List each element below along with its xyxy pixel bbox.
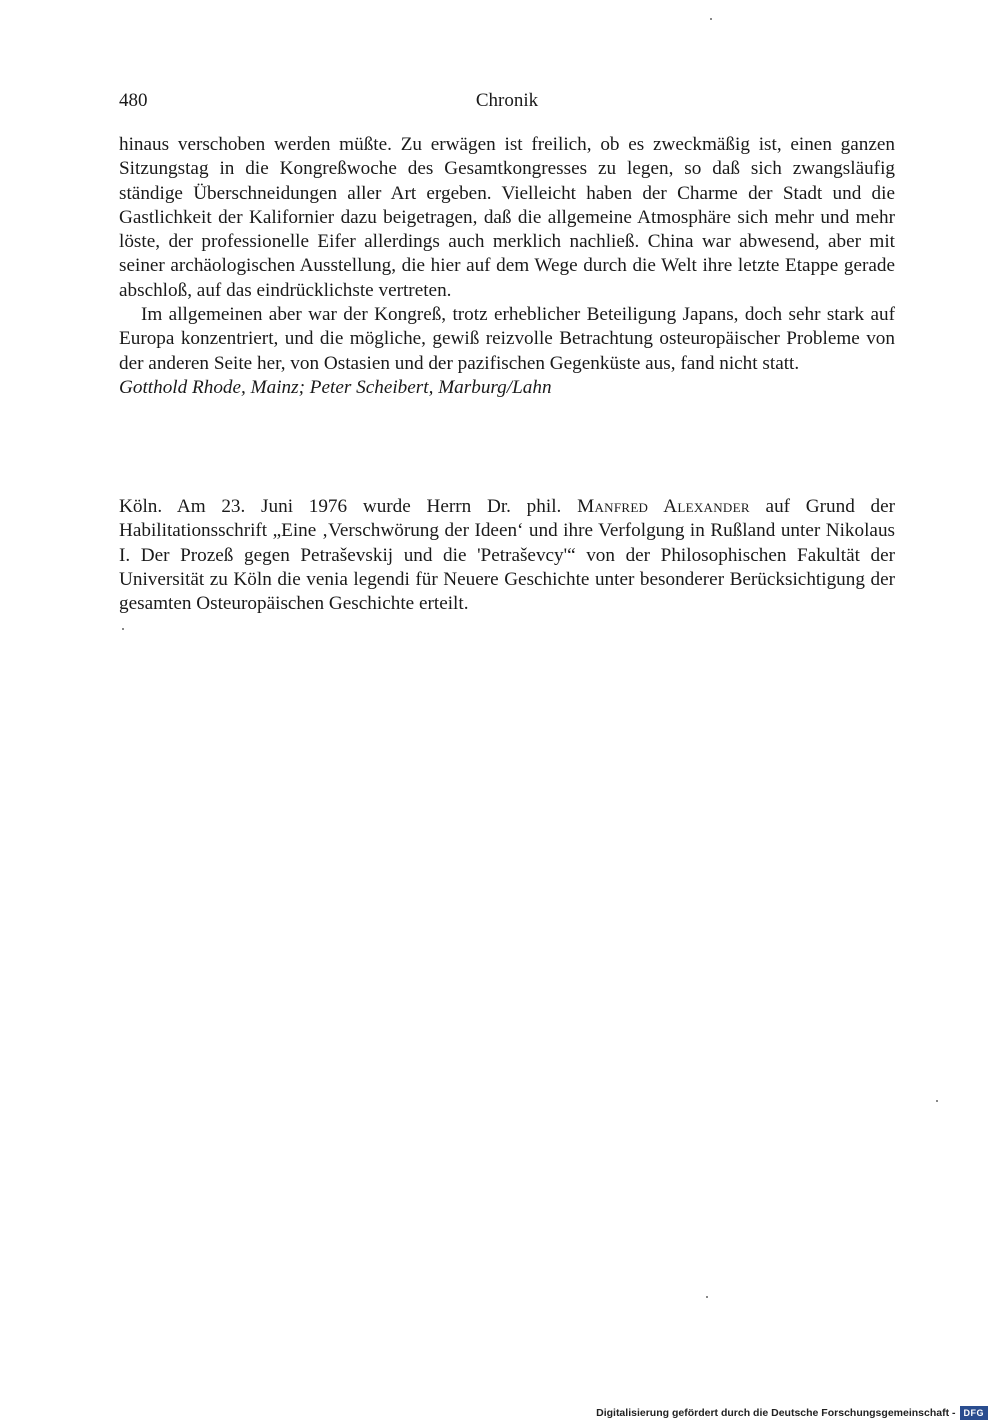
scan-speck — [710, 18, 712, 20]
notice-person-name: Manfred Alexander — [577, 496, 750, 517]
article-paragraph-1: hinaus verschoben werden müßte. Zu erwägen ist freilich, ob es zweckmäßig ist, einen ganzen Sitzungstag in die Kongreßwoche des Gesamtkongresses zu legen, so daß sich zwangsläufig ständige Überschneidungen aller Art ergeben. Vielleicht haben der Charme der Stadt und die Gastlichkeit der Kalifornier dazu beigetragen, daß die allgemeine Atmosphäre sich mehr und mehr löste, der professionelle Eifer allerdings auch merklich nachließ. China war abwesend, aber mit seiner archäologischen Ausstellung, die hier auf dem Wege durch die Welt ihre letzte Etappe gerade abschloß, auf das eindrücklichste vertreten. — [119, 134, 895, 301]
article-paragraph-2: Im allgemeinen aber war der Kongreß, trotz erheblicher Beteiligung Japans, doch sehr stark auf Europa konzentriert, und die mögliche, gewiß reizvolle Betrachtung osteuropäischer Probleme von der anderen Seite her, von Ostasien und der pazifischen Gegenküste aus, fand nicht statt. — [119, 304, 895, 374]
footer-text: Digitalisierung gefördert durch die Deutsche Forschungsgemeinschaft - — [596, 1407, 956, 1419]
digitization-footer — [596, 1405, 988, 1421]
habilitation-notice — [119, 495, 895, 616]
scan-speck — [122, 628, 124, 630]
running-head: Chronik — [475, 90, 539, 111]
scan-speck — [706, 1296, 708, 1298]
page-header — [119, 90, 895, 120]
page-number: 480 — [119, 90, 148, 111]
notice-text-before-name: Köln. Am 23. Juni 1976 wurde Herrn Dr. phil. — [119, 496, 562, 517]
article-conclusion — [119, 133, 895, 400]
notice-paragraph — [119, 495, 895, 616]
scan-speck — [936, 1100, 938, 1102]
notice-text-after-name: auf Grund der Habilitationsschrift „Eine ‚Verschwörung der Ideen‘ und ihre Verfolgung in Rußland unter Nikolaus I. Der Prozeß gegen Petraševskij und die 'Petraševcy'“ von der Philosophischen Fakultät der Universität zu Köln die venia legendi für Neuere Geschichte unter besonderer Berücksichtigung der gesamten Osteuropäischen Geschichte erteilt. — [119, 496, 896, 615]
author-signature: Gotthold Rhode, Mainz; Peter Scheibert, Marburg/Lahn — [119, 376, 552, 398]
dfg-logo: DFG — [960, 1406, 989, 1420]
